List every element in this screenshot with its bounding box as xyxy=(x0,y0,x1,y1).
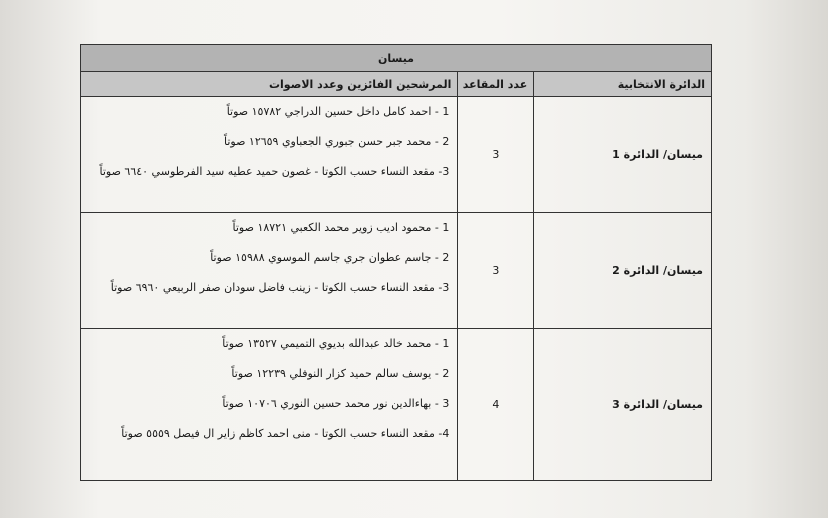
candidates-cell xyxy=(81,213,458,329)
table-row xyxy=(81,329,712,481)
candidate-entry: 4- مقعد النساء حسب الكوتا - منى احمد كاظم زاير ال فيصل ٥٥٥٩ صوتاً xyxy=(121,427,450,440)
candidate-entry: 1 - محمود اديب زوير محمد الكعبي ١٨٧٢١ صوتاً xyxy=(232,221,450,234)
candidate-entry: 2 - جاسم عطوان جري جاسم الموسوي ١٥٩٨٨ صوتاً xyxy=(210,251,450,264)
district-cell: ميسان/ الدائرة 3 xyxy=(534,329,712,481)
district-cell: ميسان/ الدائرة 2 xyxy=(534,213,712,329)
results-table xyxy=(80,44,712,481)
header-candidates: المرشحين الفائزين وعدد الاصوات xyxy=(81,72,458,97)
seats-cell: 3 xyxy=(458,213,534,329)
candidate-entry: 3 - بهاءالدين نور محمد حسين النوري ١٠٧٠٦ صوتاً xyxy=(222,397,450,410)
candidates-cell xyxy=(81,329,458,481)
candidate-entry: 1 - احمد كامل داخل حسين الدراجي ١٥٧٨٢ صوتاً xyxy=(226,105,450,118)
table-row xyxy=(81,97,712,213)
table-row xyxy=(81,213,712,329)
table-title-row xyxy=(81,45,712,72)
candidate-entry: 3- مقعد النساء حسب الكوتا - زينب فاضل سودان صفر الربيعي ٦٩٦٠ صوتاً xyxy=(110,281,450,294)
table-header-row xyxy=(81,72,712,97)
header-district: الدائرة الانتخابية xyxy=(534,72,712,97)
district-cell: ميسان/ الدائرة 1 xyxy=(534,97,712,213)
candidate-entry: 1 - محمد خالد عبدالله بديوي التميمي ١٣٥٢٧ صوتاً xyxy=(222,337,450,350)
candidate-entry: 2 - يوسف سالم حميد كزار النوفلي ١٢٢٣٩ صوتاً xyxy=(231,367,450,380)
candidate-entry: 3- مقعد النساء حسب الكوتا - غصون حميد عطيه سيد الفرطوسي ٦٦٤٠ صوتاً xyxy=(99,165,450,178)
table-title: ميسان xyxy=(81,45,712,72)
candidate-entry: 2 - محمد جبر حسن جبوري الجعباوي ١٢٦٥٩ صوتاً xyxy=(223,135,450,148)
header-seats: عدد المقاعد xyxy=(458,72,534,97)
seats-cell: 3 xyxy=(458,97,534,213)
seats-cell: 4 xyxy=(458,329,534,481)
candidates-cell xyxy=(81,97,458,213)
